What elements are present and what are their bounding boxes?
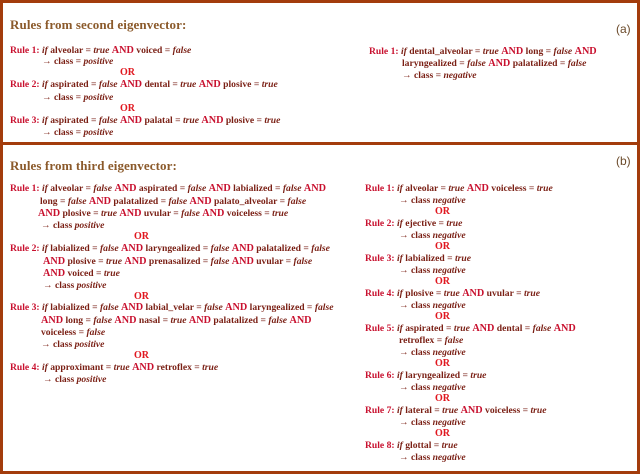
- rule-b-pos-1: [10, 183, 326, 194]
- rule-label: Rule 7:: [365, 405, 395, 416]
- rule-a-neg-1-line2: laryngealized = false AND palatalized = false: [402, 58, 587, 69]
- rule-label: Rule 3:: [365, 253, 395, 264]
- rule-b-pos-3-line3: voiceless = false: [41, 327, 106, 338]
- rule-a-neg-1-class: → class = negative: [402, 70, 477, 81]
- rule-b-neg-2: [365, 218, 462, 229]
- or-label: OR: [134, 350, 149, 361]
- rule-b-neg-3-class: → class negative: [399, 265, 466, 276]
- rule-a-pos-2: [10, 79, 278, 90]
- rule-a-pos-3: [10, 115, 280, 126]
- rule-label: Rule 4:: [365, 288, 395, 299]
- rule-condition: if alveolar = true AND voiced = false: [41, 45, 192, 56]
- rule-b-neg-5-class: → class negative: [399, 347, 466, 358]
- rule-b-neg-8: [365, 440, 458, 451]
- rule-label: Rule 3:: [10, 302, 40, 313]
- rule-condition: if approximant = true AND retroflex = true: [41, 362, 219, 373]
- panel-divider: [0, 142, 640, 145]
- rule-condition: if laryngealized = true: [396, 370, 487, 381]
- panel-a-label: (a): [616, 22, 631, 36]
- or-label: OR: [435, 276, 450, 287]
- or-label: OR: [120, 67, 135, 78]
- rule-b-neg-4-class: → class negative: [399, 300, 466, 311]
- rule-b-neg-1-class: → class negative: [399, 195, 466, 206]
- rule-b-pos-3: [10, 302, 333, 313]
- rule-condition: if aspirated = false AND palatal = true AND plosive = true: [41, 115, 281, 126]
- rule-condition: if lateral = true AND voiceless = true: [396, 405, 547, 416]
- rule-condition: if alveolar = true AND voiceless = true: [396, 183, 553, 194]
- rule-b-pos-1-line2: long = false AND palatalized = false AND palato_alveolar = false: [40, 196, 307, 207]
- rule-b-neg-7: [365, 405, 547, 416]
- rule-b-neg-3: [365, 253, 471, 264]
- rule-b-pos-2: [10, 243, 330, 254]
- rule-label: Rule 2:: [10, 79, 40, 90]
- rule-label: Rule 5:: [365, 323, 395, 334]
- rule-b-pos-1-class: → class positive: [41, 220, 105, 231]
- rule-condition: if ejective = true: [396, 218, 463, 229]
- rule-b-neg-6: [365, 370, 486, 381]
- or-label: OR: [435, 206, 450, 217]
- or-label: OR: [120, 103, 135, 114]
- or-label: OR: [435, 358, 450, 369]
- rule-label: Rule 3:: [10, 115, 40, 126]
- rule-label: Rule 1:: [369, 46, 399, 57]
- rule-condition: if alveolar = false AND aspirated = false AND labialized = false AND: [41, 183, 326, 194]
- rule-label: Rule 2:: [10, 243, 40, 254]
- panel-b-title: Rules from third eigenvector:: [10, 158, 177, 173]
- rule-condition: if dental_alveolar = true AND long = false AND: [400, 46, 597, 57]
- rule-label: Rule 2:: [365, 218, 395, 229]
- rule-b-neg-5-line2: retroflex = false: [399, 335, 464, 346]
- rule-b-pos-3-class: → class positive: [41, 339, 105, 350]
- rule-condition: if labialized = false AND laryngealized = false AND palatalized = false: [41, 243, 330, 254]
- rule-b-pos-4-class: → class positive: [43, 374, 107, 385]
- rule-label: Rule 6:: [365, 370, 395, 381]
- or-label: OR: [134, 231, 149, 242]
- or-label: OR: [435, 428, 450, 439]
- rule-b-neg-1: [365, 183, 553, 194]
- or-label: OR: [134, 291, 149, 302]
- or-label: OR: [435, 241, 450, 252]
- rule-a-pos-3-class: → class = positive: [42, 127, 114, 138]
- rule-label: Rule 1:: [365, 183, 395, 194]
- rule-label: Rule 4:: [10, 362, 40, 373]
- or-label: OR: [435, 393, 450, 404]
- rule-b-neg-5: [365, 323, 576, 334]
- rule-label: Rule 8:: [365, 440, 395, 451]
- rule-label: Rule 1:: [10, 183, 40, 194]
- rule-a-pos-1: [10, 45, 191, 56]
- rule-condition: if glottal = true: [396, 440, 458, 451]
- rule-b-pos-2-line2: AND plosive = true AND prenasalized = false AND uvular = false: [43, 256, 313, 267]
- rule-condition: if labialized = true: [396, 253, 471, 264]
- rule-b-pos-2-line3: AND voiced = true: [43, 268, 120, 279]
- panel-b-label: (b): [616, 154, 631, 168]
- rule-b-pos-1-line3: AND plosive = true AND uvular = false AND voiceless = true: [38, 208, 289, 219]
- rule-b-neg-4: [365, 288, 540, 299]
- rule-a-pos-2-class: → class = positive: [42, 92, 114, 103]
- rule-b-neg-7-class: → class negative: [399, 417, 466, 428]
- rule-condition: if plosive = true AND uvular = true: [396, 288, 540, 299]
- rule-condition: if labialized = false AND labial_velar = false AND laryngealized = false: [41, 302, 334, 313]
- rule-b-neg-2-class: → class negative: [399, 230, 466, 241]
- rule-b-neg-6-class: → class negative: [399, 382, 466, 393]
- rule-a-pos-1-class: → class = positive: [42, 56, 114, 67]
- panel-a-title: Rules from second eigenvector:: [10, 17, 187, 32]
- rule-label: Rule 1:: [10, 45, 40, 56]
- rule-b-pos-3-line2: AND long = false AND nasal = true AND palatalized = false AND: [41, 315, 312, 326]
- rule-condition: if aspirated = true AND dental = false AND: [396, 323, 576, 334]
- or-label: OR: [435, 311, 450, 322]
- rule-a-neg-1: [369, 46, 597, 57]
- rule-b-neg-8-class: → class negative: [399, 452, 466, 463]
- rule-b-pos-4: [10, 362, 218, 373]
- rule-condition: if aspirated = false AND dental = true AND plosive = true: [41, 79, 278, 90]
- rule-b-pos-2-class: → class positive: [43, 280, 107, 291]
